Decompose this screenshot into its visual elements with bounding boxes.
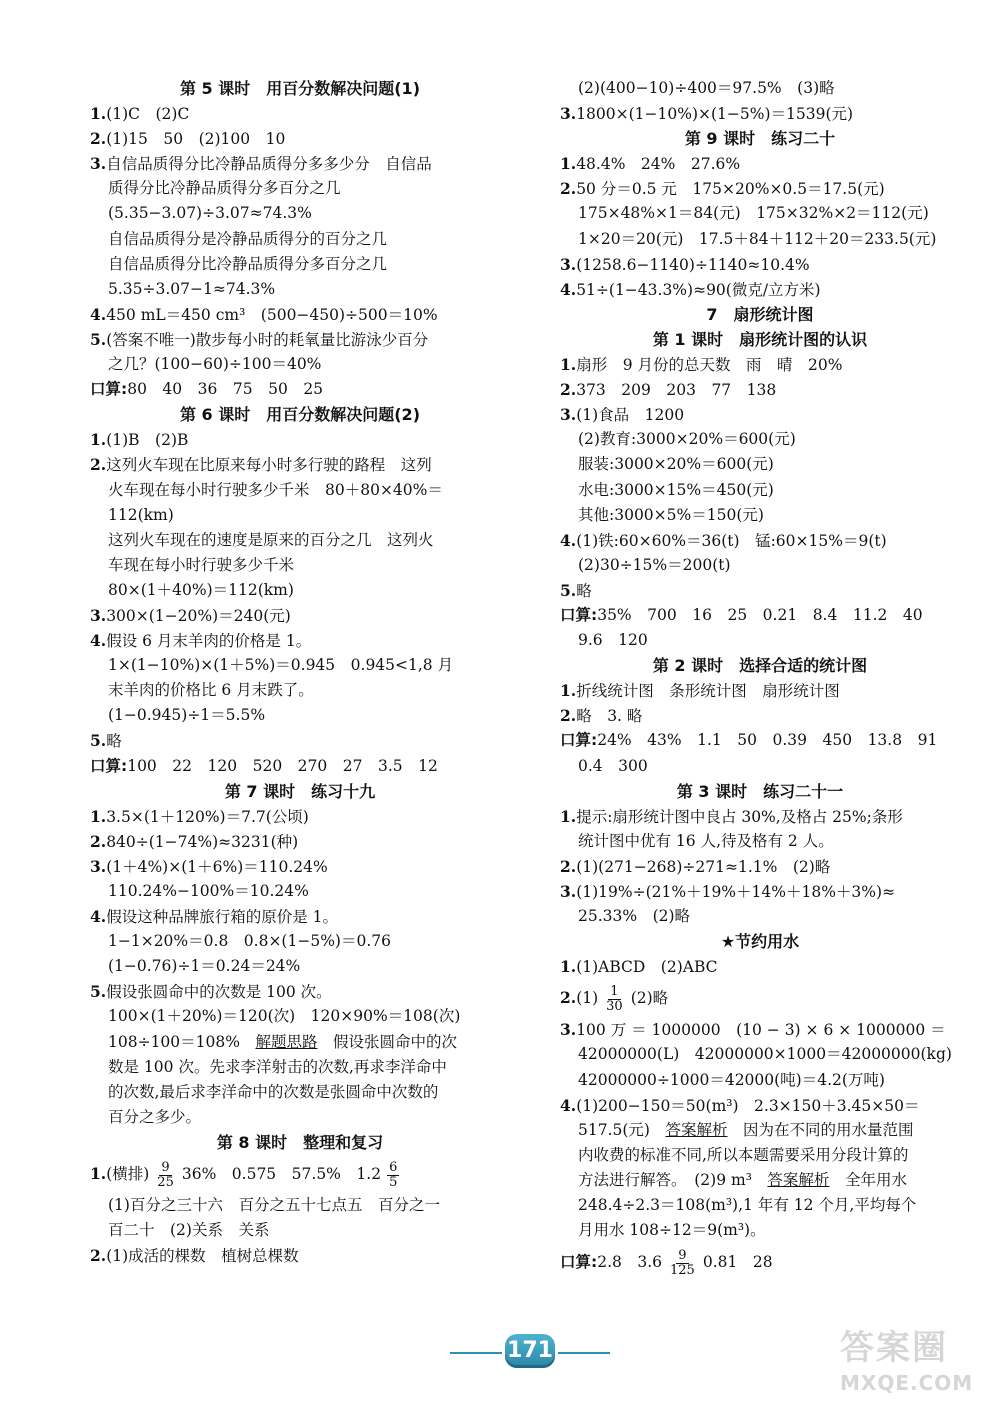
right-column (560, 76, 960, 1281)
answer-line (90, 503, 510, 528)
answer-text: 0.81 28 (702, 1253, 773, 1272)
answer-text: (1)C (2)C (106, 105, 190, 124)
question-number: 2. (90, 129, 107, 149)
answer-line (560, 728, 960, 753)
watermark-bottom: MXQE.COM (840, 1371, 974, 1395)
answer-line (90, 1030, 510, 1055)
question-number: 2. (560, 380, 577, 400)
answer-text: (5.35−3.07)÷3.07≈74.3% (108, 204, 312, 223)
answer-text: (1−0.76)÷1＝0.24＝24% (108, 957, 301, 976)
fraction-numerator: 9 (161, 1159, 170, 1175)
answer-line (560, 277, 960, 302)
question-number: 1. (560, 154, 577, 174)
answer-text: (1)15 50 (2)100 10 (106, 130, 286, 149)
answer-text: (1258.6−1140)÷1140≈10.4% (576, 255, 810, 274)
answer-text: 假设 6 月末羊肉的价格是 1。 (106, 632, 312, 651)
answer-line (90, 452, 510, 477)
answer-line (90, 1004, 510, 1029)
answer-text: 水电:3000×15%＝450(元) (578, 480, 774, 499)
answer-line (560, 76, 960, 101)
answer-text: (1)成活的棵数 植树总棵数 (106, 1247, 299, 1266)
answer-text: 1−1×20%＝0.8 0.8×(1−5%)＝0.76 (108, 932, 391, 951)
question-number: 3. (90, 856, 107, 876)
answer-line (90, 252, 510, 277)
answer-line (560, 979, 960, 1017)
answer-line (90, 151, 510, 176)
question-number: 2. (560, 706, 577, 726)
answer-text: 373 209 203 77 138 (576, 381, 777, 400)
answer-text: (横排) (106, 1165, 150, 1184)
answer-text: 80 40 36 75 50 25 (127, 380, 324, 399)
kousuan-label: 口算: (560, 605, 598, 624)
answer-text: 假设张圆命中的次 (317, 1032, 458, 1051)
question-number: 1. (90, 430, 107, 450)
answer-line (560, 402, 960, 427)
answer-text: 36% 0.575 57.5% 1.2 (181, 1165, 382, 1184)
section-heading: 第 1 课时 扇形统计图的认识 (652, 329, 868, 349)
answer-text: (2)30÷15%＝200(t) (578, 555, 731, 574)
answer-line (90, 1218, 510, 1243)
question-number: 4. (560, 1095, 577, 1115)
answer-text: 其他:3000×5%＝150(元) (578, 505, 764, 524)
question-number: 1. (90, 1164, 107, 1184)
watermark-logo (840, 1320, 990, 1410)
answer-line (560, 703, 960, 728)
answer-text: 百二十 (2)关系 关系 (108, 1221, 270, 1240)
answer-text: 全年用水 (829, 1170, 907, 1189)
answer-line (90, 703, 510, 728)
answer-text: 517.5(元) (578, 1120, 666, 1139)
answer-text: (2)略 (630, 989, 669, 1008)
answer-text: 24% 43% 1.1 50 0.39 450 13.8 91 (597, 731, 938, 750)
answer-text: 25.33% (2)略 (578, 907, 691, 926)
answer-line (90, 227, 510, 252)
fraction-denominator: 5 (389, 1174, 398, 1190)
question-number: 3. (560, 882, 577, 901)
answer-line (560, 678, 960, 703)
question-number: 2. (90, 1246, 107, 1266)
answer-text: 方法进行解答。 (2)9 m³ (578, 1170, 768, 1189)
answer-text: 100 22 120 520 270 27 3.5 12 (127, 756, 438, 775)
answer-text: 42000000÷1000＝42000(吨)＝4.2(万吨) (578, 1070, 885, 1089)
answer-text: 自信品质得分比冷静品质得分多多少分 自信品 (106, 155, 432, 174)
answer-text: 0.4 300 (578, 756, 648, 775)
answer-text: 50 分＝0.5 元 175×20%×0.5＝17.5(元) (576, 180, 885, 199)
answer-text: 百分之多少。 (108, 1107, 202, 1126)
answer-text: 300×(1−20%)＝240(元) (106, 606, 291, 625)
answer-line (560, 1243, 960, 1281)
fraction-numerator: 9 (678, 1247, 687, 1263)
section-heading: 第 2 课时 选择合适的统计图 (652, 656, 868, 676)
question-number: 3. (90, 605, 107, 625)
question-number: 5. (560, 580, 577, 600)
section-heading: ★节约用水 (720, 932, 800, 952)
answer-line (560, 628, 960, 653)
answer-text: 服装:3000×20%＝600(元) (578, 455, 774, 474)
answer-text: 扇形 9 月份的总天数 雨 晴 20% (576, 356, 843, 375)
answer-line (560, 176, 960, 201)
fraction (604, 985, 625, 1014)
answer-line (90, 603, 510, 628)
section-heading: 7 扇形统计图 (706, 304, 814, 324)
answer-line (560, 578, 960, 603)
answer-line (90, 628, 510, 653)
answer-text: (1)铁:60×60%＝36(t) 锰:60×15%＝9(t) (576, 531, 887, 550)
answer-line (560, 252, 960, 277)
fraction (668, 1249, 697, 1278)
answer-text: 车现在每小时行驶多少千米 (108, 555, 295, 574)
answer-text: (1)百分之三十六 百分之五十七点五 百分之一 (108, 1196, 440, 1215)
answer-text: 因为在不同的用水量范围 (727, 1120, 914, 1139)
question-number: 2. (560, 988, 577, 1008)
answer-line (560, 854, 960, 879)
answer-line (90, 728, 510, 753)
answer-line (560, 1068, 960, 1093)
answer-line (560, 1118, 960, 1143)
answer-text: 3.5×(1＋120%)＝7.7(公顷) (106, 807, 309, 826)
question-number: 3. (90, 154, 107, 174)
explanation-tag: 解题思路 (255, 1032, 318, 1051)
answer-text: (1) (576, 989, 599, 1008)
answer-text: 提示:扇形统计图中良占 30%,及格占 25%;条形 (576, 807, 903, 826)
question-number: 4. (560, 530, 577, 550)
answer-line (560, 201, 960, 226)
page-footer (450, 1330, 610, 1370)
section-heading: 第 3 课时 练习二十一 (676, 781, 844, 801)
answer-text: (1)食品 1200 (576, 406, 685, 425)
answer-text: 80×(1＋40%)＝112(km) (108, 580, 294, 599)
question-number: 2. (90, 831, 107, 851)
question-number: 5. (90, 982, 107, 1002)
answer-line (90, 126, 510, 151)
answer-line (90, 377, 510, 402)
answer-line (90, 327, 510, 352)
answer-line (560, 1093, 960, 1118)
kousuan-label: 口算: (560, 1253, 598, 1272)
answer-text: (1−0.945)÷1＝5.5% (108, 706, 266, 725)
answer-line (90, 277, 510, 302)
answer-line (90, 201, 510, 226)
answer-line (560, 427, 960, 452)
section-heading: 第 6 课时 用百分数解决问题(2) (179, 405, 421, 425)
answer-text: (1)19%÷(21%＋19%＋14%＋18%＋3%)≈ (576, 883, 896, 901)
question-number: 1. (90, 104, 107, 124)
answer-text: 之几？(100−60)÷100＝40% (108, 355, 322, 374)
answer-line (90, 427, 510, 452)
answer-line (90, 352, 510, 377)
answer-line (560, 528, 960, 553)
answer-line (560, 227, 960, 252)
explanation-tag: 答案解析 (767, 1170, 830, 1189)
answer-text: 折线统计图 条形统计图 扇形统计图 (576, 682, 840, 701)
answer-line (90, 1105, 510, 1130)
answer-line (560, 829, 960, 854)
answer-line (90, 979, 510, 1004)
answer-text: 质得分比冷静品质得分多百分之几 (108, 179, 341, 198)
answer-line (560, 1017, 960, 1042)
answer-line (560, 151, 960, 176)
answer-text: 48.4% 24% 27.6% (576, 155, 741, 174)
answer-line (90, 829, 510, 854)
answer-line (560, 1193, 960, 1218)
question-number: 1. (560, 355, 577, 375)
answer-text: 1800×(1−10%)×(1−5%)＝1539(元) (576, 105, 854, 124)
kousuan-label: 口算: (90, 756, 128, 775)
answer-line (560, 478, 960, 503)
answer-text: 175×48%×1＝84(元) 175×32%×2＝112(元) (578, 204, 929, 223)
answer-line (560, 804, 960, 829)
answer-line (90, 101, 510, 126)
kousuan-label: 口算: (560, 731, 598, 750)
answer-line (90, 678, 510, 703)
kousuan-label: 口算: (90, 380, 128, 399)
answer-text: 1×20＝20(元) 17.5＋84＋112＋20＝233.5(元) (578, 229, 937, 248)
watermark-top: 答案圈 (840, 1328, 948, 1368)
answer-text: 末羊肉的价格比 6 月末跌了。 (108, 681, 314, 700)
answer-text: 450 mL＝450 cm³ (500−450)÷500＝10% (106, 305, 438, 324)
answer-line (90, 1055, 510, 1080)
fraction (387, 1161, 399, 1190)
fraction-denominator: 125 (670, 1262, 695, 1278)
answer-text: 100 万 ＝ 1000000 (10 − 3) × 6 × 1000000 ＝ (576, 1021, 946, 1040)
question-number: 1. (560, 806, 577, 826)
answer-line (90, 879, 510, 904)
answer-text: 统计图中优有 16 人,待及格有 2 人。 (578, 831, 834, 850)
answer-line (560, 754, 960, 779)
answer-line (90, 302, 510, 327)
answer-line (90, 854, 510, 879)
question-number: 1. (560, 957, 577, 977)
answer-text: (2)(400−10)÷400＝97.5% (3)略 (578, 79, 835, 97)
question-number: 3. (560, 405, 577, 425)
fraction-numerator: 6 (389, 1159, 398, 1175)
answer-line (90, 528, 510, 553)
answer-text: 火车现在每小时行驶多少千米 80＋80×40%＝ (108, 480, 443, 499)
answer-text: (1)ABCD (2)ABC (576, 958, 718, 977)
footer-rule-left (450, 1352, 502, 1354)
answer-text: 9.6 120 (578, 631, 648, 650)
fraction-denominator: 30 (606, 998, 623, 1014)
explanation-tag: 答案解析 (665, 1120, 728, 1139)
question-number: 4. (90, 631, 107, 651)
question-number: 1. (560, 681, 577, 701)
answer-line (90, 553, 510, 578)
answer-line (560, 879, 960, 904)
answer-line (560, 101, 960, 126)
answer-text: 假设张圆命中的次数是 100 次。 (106, 983, 332, 1002)
answer-text: 35% 700 16 25 0.21 8.4 11.2 40 (597, 605, 923, 624)
answer-line (560, 553, 960, 578)
answer-text: (1)B (2)B (106, 431, 189, 450)
answer-text: 略 (106, 732, 122, 751)
answer-line (560, 603, 960, 628)
answer-text: 42000000(L) 42000000×1000＝42000000(kg) (578, 1045, 952, 1064)
answer-text: 51÷(1−43.3%)≈90(微克/立方米) (576, 280, 821, 299)
answer-text: (1)(271−268)÷271≈1.1% (2)略 (576, 857, 831, 876)
fraction-numerator: 1 (610, 983, 619, 999)
answer-text: 1×(1−10%)×(1＋5%)＝0.945 0.945<1,8 月 (108, 656, 454, 675)
answer-text: 840÷(1−74%)≈3231(种) (106, 832, 299, 851)
answer-text: 略 (576, 581, 592, 600)
question-number: 1. (90, 806, 107, 826)
answer-text: 112(km) (108, 505, 174, 524)
question-number: 3. (560, 254, 577, 274)
section-heading: 第 9 课时 练习二十 (684, 129, 836, 149)
fraction-denominator: 25 (157, 1174, 174, 1190)
question-number: 5. (90, 329, 107, 349)
answer-text: (答案不唯一)散步每小时的耗氧量比游泳少百分 (106, 330, 429, 349)
answer-text: 110.24%−100%＝10.24% (108, 882, 309, 900)
section-heading: 第 7 课时 练习十九 (224, 781, 376, 801)
question-number: 4. (560, 279, 577, 299)
question-number: 3. (560, 1020, 577, 1040)
answer-text: 100×(1＋20%)＝120(次) 120×90%＝108(次) (108, 1007, 461, 1026)
answer-line (560, 1168, 960, 1193)
question-number: 2. (90, 455, 107, 475)
answer-text: 自信品质得分比冷静品质得分多百分之几 (108, 254, 388, 273)
answer-line (90, 1080, 510, 1105)
section-heading: 第 5 课时 用百分数解决问题(1) (179, 79, 421, 98)
question-number: 4. (90, 304, 107, 324)
answer-line (560, 904, 960, 929)
answer-line (90, 904, 510, 929)
answer-line (560, 377, 960, 402)
answer-text: 假设这种品牌旅行箱的原价是 1。 (106, 908, 338, 927)
answer-text: 略 3. 略 (576, 707, 643, 726)
answer-line (90, 478, 510, 503)
answer-text: 自信品质得分是冷静品质得分的百分之几 (108, 229, 388, 248)
answer-text: (1)200−150＝50(m³) 2.3×150＋3.45×50＝ (576, 1096, 920, 1115)
answer-text: (1＋4%)×(1＋6%)＝110.24% (106, 857, 328, 876)
question-number: 5. (90, 731, 107, 751)
answer-line (90, 929, 510, 954)
question-number: 2. (560, 179, 577, 199)
answer-line (90, 578, 510, 603)
answer-text: 这列火车现在比原来每小时多行驶的路程 这列 (106, 456, 432, 475)
section-heading: 第 8 课时 整理和复习 (216, 1132, 384, 1152)
answer-line (560, 1218, 960, 1243)
answer-text: (2)教育:3000×20%＝600(元) (578, 430, 796, 449)
left-column (90, 76, 510, 1268)
answer-line (90, 1155, 510, 1193)
answer-text: 数是 100 次。先求李洋射击的次数,再求李洋命中 (108, 1057, 447, 1076)
answer-line (560, 954, 960, 979)
answer-text: 内收费的标准不同,所以本题需要采用分段计算的 (578, 1145, 909, 1164)
answer-line (90, 804, 510, 829)
answer-line (560, 352, 960, 377)
question-number: 4. (90, 907, 107, 927)
page-number: 171 (505, 1334, 555, 1368)
answer-line (90, 1193, 510, 1218)
answer-line (560, 503, 960, 528)
answer-text: 5.35÷3.07−1≈74.3% (108, 279, 276, 298)
answer-line (560, 1143, 960, 1168)
answer-text: 248.4÷2.3＝108(m³),1 年有 12 个月,平均每个 (578, 1196, 917, 1215)
answer-text: 这列火车现在的速度是原来的百分之几 这列火 (108, 530, 434, 549)
answer-line (560, 1042, 960, 1067)
footer-rule-right (558, 1352, 610, 1354)
answer-line (90, 176, 510, 201)
answer-text: 2.8 3.6 (597, 1253, 663, 1272)
answer-line (560, 452, 960, 477)
answer-line (90, 653, 510, 678)
fraction (155, 1161, 176, 1190)
answer-line (90, 954, 510, 979)
question-number: 2. (560, 856, 577, 876)
answer-text: 的次数,最后求李洋命中的次数是张圆命中次数的 (108, 1082, 439, 1101)
answer-text: 月用水 108÷12＝9(m³)。 (578, 1221, 766, 1240)
answer-text: 108÷100＝108% (108, 1032, 256, 1051)
answer-line (90, 754, 510, 779)
answer-line (90, 1243, 510, 1268)
question-number: 3. (560, 104, 577, 124)
